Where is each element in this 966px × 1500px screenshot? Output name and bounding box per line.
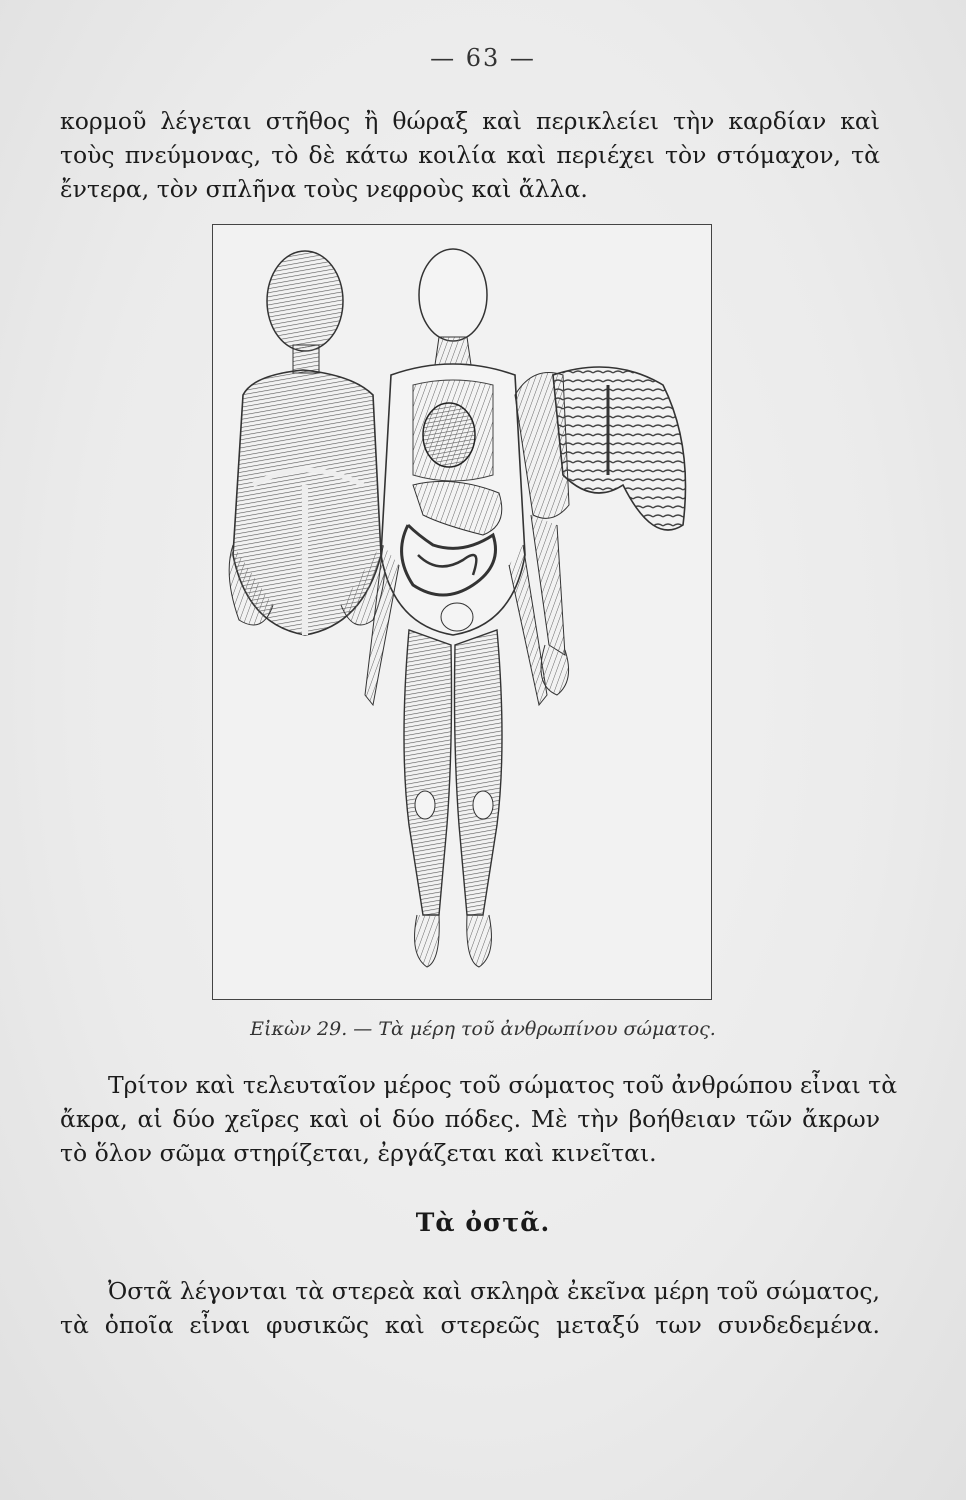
- text-line: ἔντερα, τὸν σπλῆνα τοὺς νεφροὺς καὶ ἄλλα.: [60, 175, 588, 203]
- figure-caption: Εἰκὼν 29. — Τὰ μέρη τοῦ ἀνθρωπίνου σώματος.: [250, 1018, 716, 1040]
- text-line: κορμοῦ λέγεται στῆθος ἢ θώραξ καὶ περικλείει τὴν καρδίαν καὶ: [60, 107, 880, 135]
- text-line: τὰ ὁποῖα εἶναι φυσικῶς καὶ στερεῶς μεταξύ των συνδεδεμένα.: [60, 1311, 880, 1339]
- text-line: Τρίτον καὶ τελευταῖον μέρος τοῦ σώματος τοῦ ἀνθρώπου εἶναι τὰ: [108, 1071, 898, 1099]
- page-number: — 63 —: [430, 44, 536, 72]
- section-title: Τὰ ὀστᾶ.: [415, 1208, 551, 1237]
- muscle-torso-figure: [229, 251, 384, 635]
- text-line: τοὺς πνεύμονας, τὸ δὲ κάτω κοιλία καὶ περιέχει τὸν στόμαχον, τὰ: [60, 141, 880, 169]
- text-line: Ὀστᾶ λέγονται τὰ στερεὰ καὶ σκληρὰ ἐκεῖνα μέρη τοῦ σώματος,: [108, 1277, 880, 1305]
- paragraph-trunk-description: [60, 104, 880, 206]
- paragraph-bones: [60, 1274, 880, 1342]
- human-body-anatomy-illustration: [213, 225, 713, 1001]
- paragraph-limbs: [60, 1068, 898, 1170]
- text-line: ἄκρα, αἱ δύο χεῖρες καὶ οἱ δύο πόδες. Μὲ τὴν βοήθειαν τῶν ἄκρων: [60, 1105, 880, 1133]
- anatomy-figure: [212, 224, 712, 1000]
- full-body-figure: [365, 249, 547, 967]
- rib-cage-figure: [515, 367, 686, 695]
- text-line: τὸ ὅλον σῶμα στηρίζεται, ἐργάζεται καὶ κινεῖται.: [60, 1139, 657, 1167]
